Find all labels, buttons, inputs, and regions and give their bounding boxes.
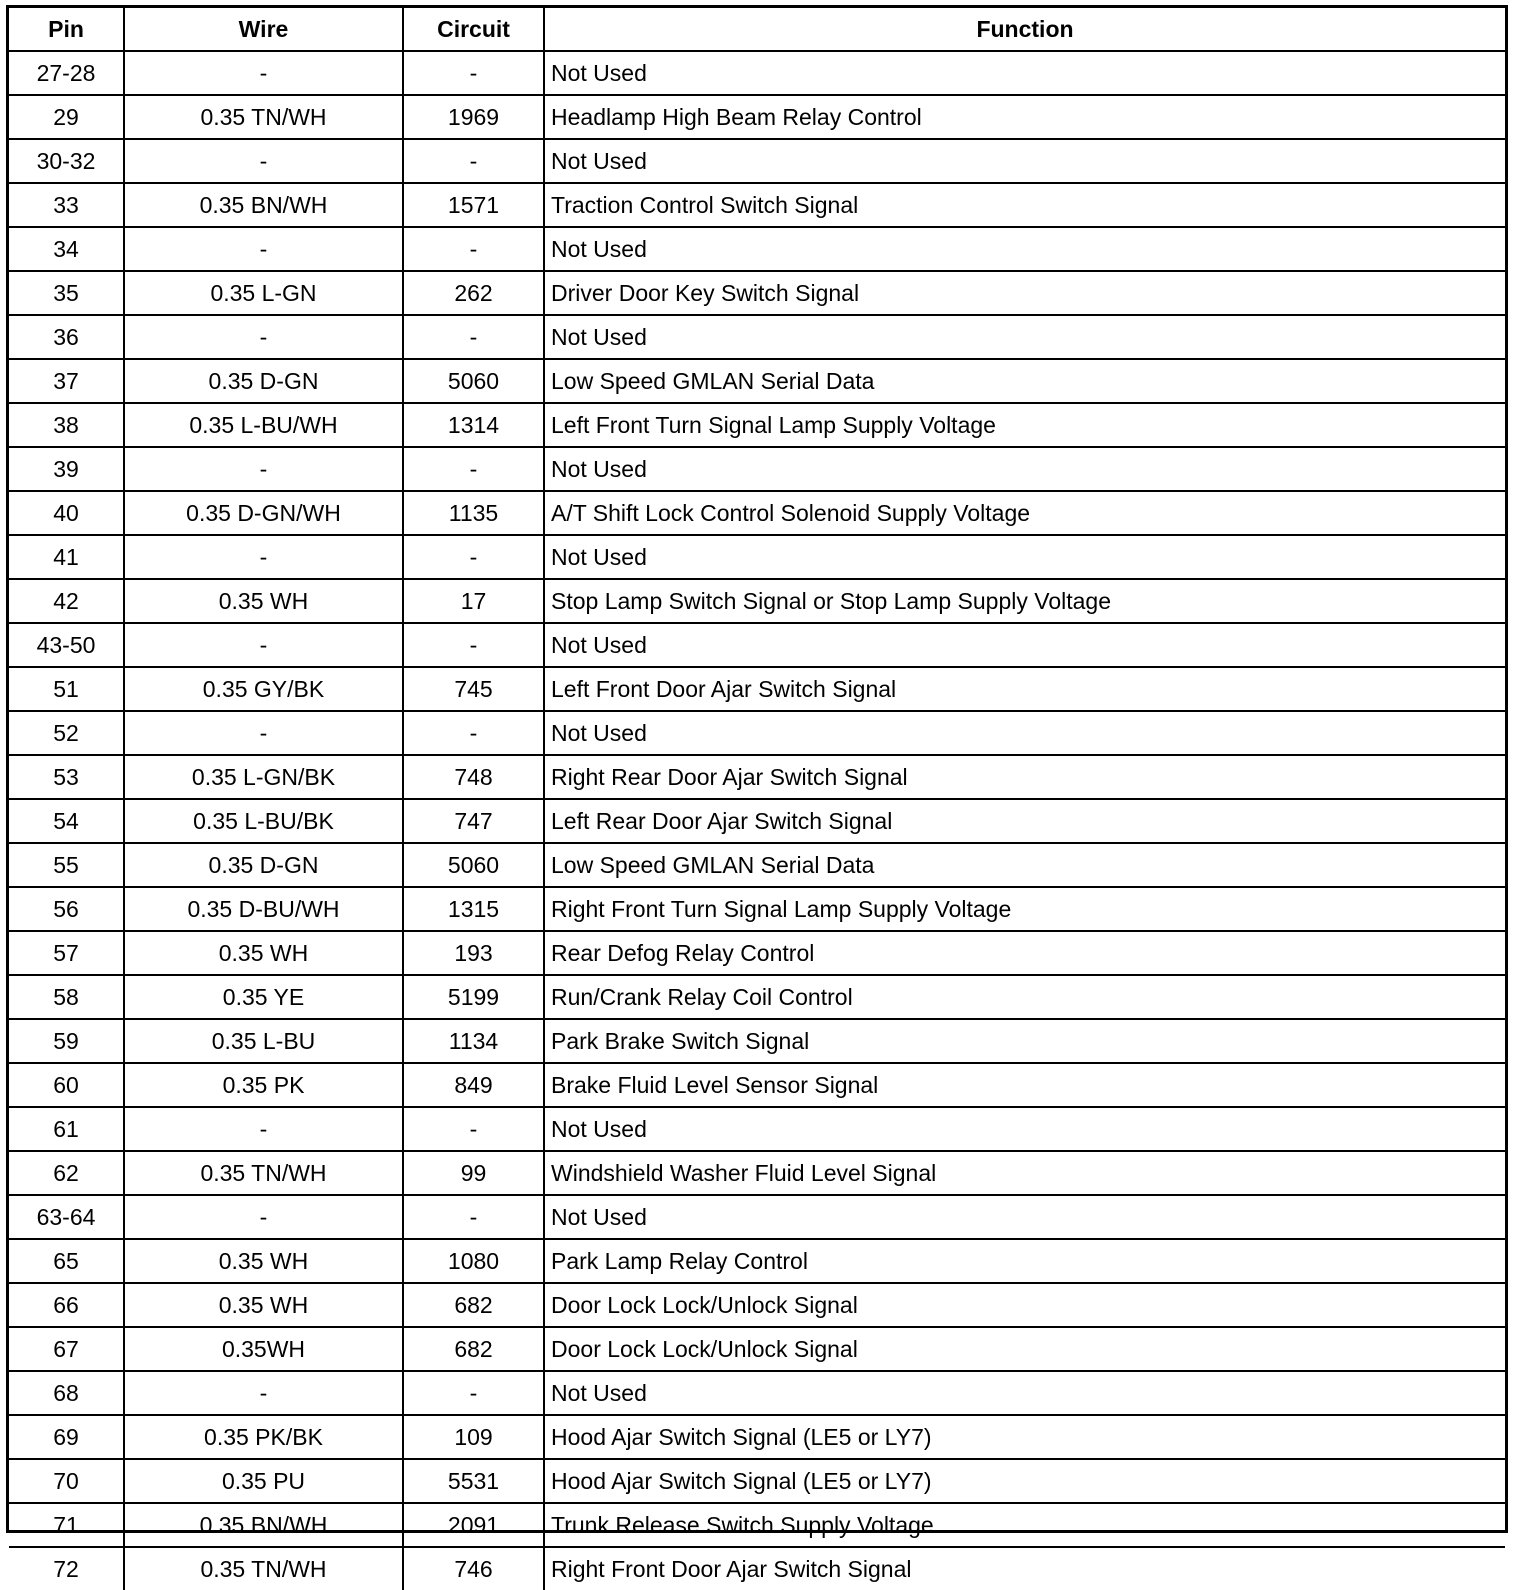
cell-wire: 0.35 BN/WH — [124, 1503, 403, 1547]
cell-wire: 0.35 L-BU — [124, 1019, 403, 1063]
cell-wire: 0.35 WH — [124, 1283, 403, 1327]
cell-pin: 70 — [9, 1459, 124, 1503]
table-body — [9, 51, 1505, 1590]
cell-function: Park Brake Switch Signal — [544, 1019, 1505, 1063]
cell-function: Driver Door Key Switch Signal — [544, 271, 1505, 315]
cell-pin: 60 — [9, 1063, 124, 1107]
cell-wire: 0.35 PU — [124, 1459, 403, 1503]
table-row — [9, 183, 1505, 227]
cell-wire: 0.35 GY/BK — [124, 667, 403, 711]
cell-wire: - — [124, 51, 403, 95]
table-row — [9, 1063, 1505, 1107]
table-row — [9, 227, 1505, 271]
cell-pin: 58 — [9, 975, 124, 1019]
cell-wire: 0.35 D-GN — [124, 843, 403, 887]
cell-function: Rear Defog Relay Control — [544, 931, 1505, 975]
cell-circuit: 1571 — [403, 183, 544, 227]
cell-pin: 66 — [9, 1283, 124, 1327]
cell-pin: 36 — [9, 315, 124, 359]
cell-pin: 61 — [9, 1107, 124, 1151]
cell-pin: 30-32 — [9, 139, 124, 183]
table-row — [9, 711, 1505, 755]
cell-pin: 63-64 — [9, 1195, 124, 1239]
cell-pin: 65 — [9, 1239, 124, 1283]
cell-pin: 57 — [9, 931, 124, 975]
table-row — [9, 931, 1505, 975]
cell-wire: 0.35 D-BU/WH — [124, 887, 403, 931]
cell-pin: 33 — [9, 183, 124, 227]
cell-pin: 38 — [9, 403, 124, 447]
cell-circuit: - — [403, 315, 544, 359]
table-row — [9, 1019, 1505, 1063]
cell-circuit: 193 — [403, 931, 544, 975]
cell-wire: - — [124, 447, 403, 491]
table-row — [9, 95, 1505, 139]
cell-wire: 0.35 PK/BK — [124, 1415, 403, 1459]
cell-circuit: 682 — [403, 1283, 544, 1327]
cell-circuit: 1135 — [403, 491, 544, 535]
table-row — [9, 447, 1505, 491]
connector-pinout-table-container — [6, 5, 1508, 1582]
cell-wire: 0.35WH — [124, 1327, 403, 1371]
table-row — [9, 315, 1505, 359]
cell-wire: - — [124, 315, 403, 359]
cell-pin: 51 — [9, 667, 124, 711]
table-row — [9, 1107, 1505, 1151]
cell-function: Headlamp High Beam Relay Control — [544, 95, 1505, 139]
cell-function: A/T Shift Lock Control Solenoid Supply Voltage — [544, 491, 1505, 535]
cell-function: Low Speed GMLAN Serial Data — [544, 359, 1505, 403]
cell-pin: 62 — [9, 1151, 124, 1195]
cell-wire: - — [124, 1195, 403, 1239]
cell-pin: 35 — [9, 271, 124, 315]
table-row — [9, 755, 1505, 799]
cell-function: Not Used — [544, 711, 1505, 755]
cell-function: Not Used — [544, 535, 1505, 579]
header-pin: Pin — [9, 8, 124, 51]
cell-pin: 68 — [9, 1371, 124, 1415]
cell-function: Right Front Door Ajar Switch Signal — [544, 1547, 1505, 1590]
cell-pin: 54 — [9, 799, 124, 843]
cell-wire: - — [124, 227, 403, 271]
cell-wire: 0.35 YE — [124, 975, 403, 1019]
table-row — [9, 403, 1505, 447]
cell-circuit: - — [403, 447, 544, 491]
cell-circuit: 5060 — [403, 843, 544, 887]
table-row — [9, 799, 1505, 843]
table-header-row — [9, 8, 1505, 51]
table-row — [9, 1503, 1505, 1547]
table-row — [9, 139, 1505, 183]
table-row — [9, 579, 1505, 623]
cell-circuit: - — [403, 711, 544, 755]
table-row — [9, 1151, 1505, 1195]
table-row — [9, 51, 1505, 95]
cell-circuit: 1134 — [403, 1019, 544, 1063]
cell-wire: - — [124, 623, 403, 667]
cell-wire: 0.35 PK — [124, 1063, 403, 1107]
cell-pin: 52 — [9, 711, 124, 755]
cell-function: Not Used — [544, 139, 1505, 183]
cell-pin: 55 — [9, 843, 124, 887]
cell-function: Left Front Turn Signal Lamp Supply Voltage — [544, 403, 1505, 447]
table-row — [9, 1459, 1505, 1503]
cell-circuit: - — [403, 623, 544, 667]
cell-function: Stop Lamp Switch Signal or Stop Lamp Supply Voltage — [544, 579, 1505, 623]
cell-circuit: 747 — [403, 799, 544, 843]
cell-wire: - — [124, 711, 403, 755]
table-row — [9, 535, 1505, 579]
table-row — [9, 1415, 1505, 1459]
cell-function: Windshield Washer Fluid Level Signal — [544, 1151, 1505, 1195]
cell-wire: 0.35 D-GN/WH — [124, 491, 403, 535]
cell-function: Right Front Turn Signal Lamp Supply Voltage — [544, 887, 1505, 931]
table-row — [9, 491, 1505, 535]
cell-pin: 27-28 — [9, 51, 124, 95]
cell-wire: 0.35 TN/WH — [124, 95, 403, 139]
cell-pin: 43-50 — [9, 623, 124, 667]
cell-wire: 0.35 BN/WH — [124, 183, 403, 227]
cell-function: Right Rear Door Ajar Switch Signal — [544, 755, 1505, 799]
cell-circuit: 748 — [403, 755, 544, 799]
cell-circuit: 1080 — [403, 1239, 544, 1283]
cell-wire: 0.35 WH — [124, 1239, 403, 1283]
cell-function: Hood Ajar Switch Signal (LE5 or LY7) — [544, 1459, 1505, 1503]
cell-pin: 29 — [9, 95, 124, 139]
cell-circuit: 17 — [403, 579, 544, 623]
cell-circuit: - — [403, 535, 544, 579]
cell-function: Not Used — [544, 1195, 1505, 1239]
cell-function: Hood Ajar Switch Signal (LE5 or LY7) — [544, 1415, 1505, 1459]
cell-function: Trunk Release Switch Supply Voltage — [544, 1503, 1505, 1547]
cell-circuit: 5199 — [403, 975, 544, 1019]
cell-circuit: 99 — [403, 1151, 544, 1195]
cell-circuit: 109 — [403, 1415, 544, 1459]
cell-wire: - — [124, 139, 403, 183]
table-row — [9, 1547, 1505, 1590]
cell-pin: 69 — [9, 1415, 124, 1459]
cell-pin: 56 — [9, 887, 124, 931]
cell-wire: 0.35 L-BU/BK — [124, 799, 403, 843]
cell-pin: 42 — [9, 579, 124, 623]
cell-pin: 40 — [9, 491, 124, 535]
cell-circuit: 5060 — [403, 359, 544, 403]
cell-wire: 0.35 D-GN — [124, 359, 403, 403]
cell-wire: 0.35 TN/WH — [124, 1151, 403, 1195]
cell-circuit: - — [403, 227, 544, 271]
cell-circuit: 682 — [403, 1327, 544, 1371]
cell-circuit: 849 — [403, 1063, 544, 1107]
cell-wire: - — [124, 1371, 403, 1415]
cell-wire: - — [124, 535, 403, 579]
table-row — [9, 359, 1505, 403]
cell-function: Traction Control Switch Signal — [544, 183, 1505, 227]
cell-function: Brake Fluid Level Sensor Signal — [544, 1063, 1505, 1107]
table-row — [9, 1239, 1505, 1283]
cell-circuit: 2091 — [403, 1503, 544, 1547]
cell-function: Run/Crank Relay Coil Control — [544, 975, 1505, 1019]
cell-pin: 67 — [9, 1327, 124, 1371]
cell-wire: 0.35 L-BU/WH — [124, 403, 403, 447]
cell-function: Not Used — [544, 51, 1505, 95]
cell-wire: 0.35 TN/WH — [124, 1547, 403, 1590]
cell-pin: 53 — [9, 755, 124, 799]
cell-pin: 37 — [9, 359, 124, 403]
cell-circuit: - — [403, 1195, 544, 1239]
table-row — [9, 1195, 1505, 1239]
cell-pin: 41 — [9, 535, 124, 579]
table-row — [9, 271, 1505, 315]
header-wire: Wire — [124, 8, 403, 51]
cell-pin: 39 — [9, 447, 124, 491]
cell-circuit: - — [403, 1371, 544, 1415]
cell-function: Park Lamp Relay Control — [544, 1239, 1505, 1283]
table-row — [9, 1283, 1505, 1327]
table-row — [9, 623, 1505, 667]
cell-wire: 0.35 L-GN — [124, 271, 403, 315]
cell-function: Not Used — [544, 447, 1505, 491]
cell-circuit: - — [403, 139, 544, 183]
cell-pin: 34 — [9, 227, 124, 271]
table-row — [9, 1371, 1505, 1415]
cell-circuit: 262 — [403, 271, 544, 315]
cell-circuit: - — [403, 51, 544, 95]
cell-circuit: 5531 — [403, 1459, 544, 1503]
cell-function: Not Used — [544, 1371, 1505, 1415]
connector-pinout-table — [9, 8, 1505, 1590]
cell-circuit: 1969 — [403, 95, 544, 139]
cell-function: Not Used — [544, 227, 1505, 271]
cell-function: Left Front Door Ajar Switch Signal — [544, 667, 1505, 711]
cell-function: Left Rear Door Ajar Switch Signal — [544, 799, 1505, 843]
header-function: Function — [544, 8, 1505, 51]
cell-function: Door Lock Lock/Unlock Signal — [544, 1283, 1505, 1327]
cell-wire: 0.35 WH — [124, 579, 403, 623]
cell-pin: 59 — [9, 1019, 124, 1063]
cell-wire: 0.35 L-GN/BK — [124, 755, 403, 799]
cell-circuit: 746 — [403, 1547, 544, 1590]
cell-function: Not Used — [544, 1107, 1505, 1151]
table-row — [9, 887, 1505, 931]
cell-function: Door Lock Lock/Unlock Signal — [544, 1327, 1505, 1371]
header-circuit: Circuit — [403, 8, 544, 51]
cell-wire: - — [124, 1107, 403, 1151]
cell-circuit: 1315 — [403, 887, 544, 931]
cell-function: Not Used — [544, 315, 1505, 359]
table-row — [9, 1327, 1505, 1371]
cell-function: Not Used — [544, 623, 1505, 667]
cell-circuit: 1314 — [403, 403, 544, 447]
table-row — [9, 843, 1505, 887]
cell-function: Low Speed GMLAN Serial Data — [544, 843, 1505, 887]
cell-circuit: - — [403, 1107, 544, 1151]
table-row — [9, 667, 1505, 711]
cell-circuit: 745 — [403, 667, 544, 711]
cell-pin: 71 — [9, 1503, 124, 1547]
table-row — [9, 975, 1505, 1019]
cell-pin: 72 — [9, 1547, 124, 1590]
cell-wire: 0.35 WH — [124, 931, 403, 975]
